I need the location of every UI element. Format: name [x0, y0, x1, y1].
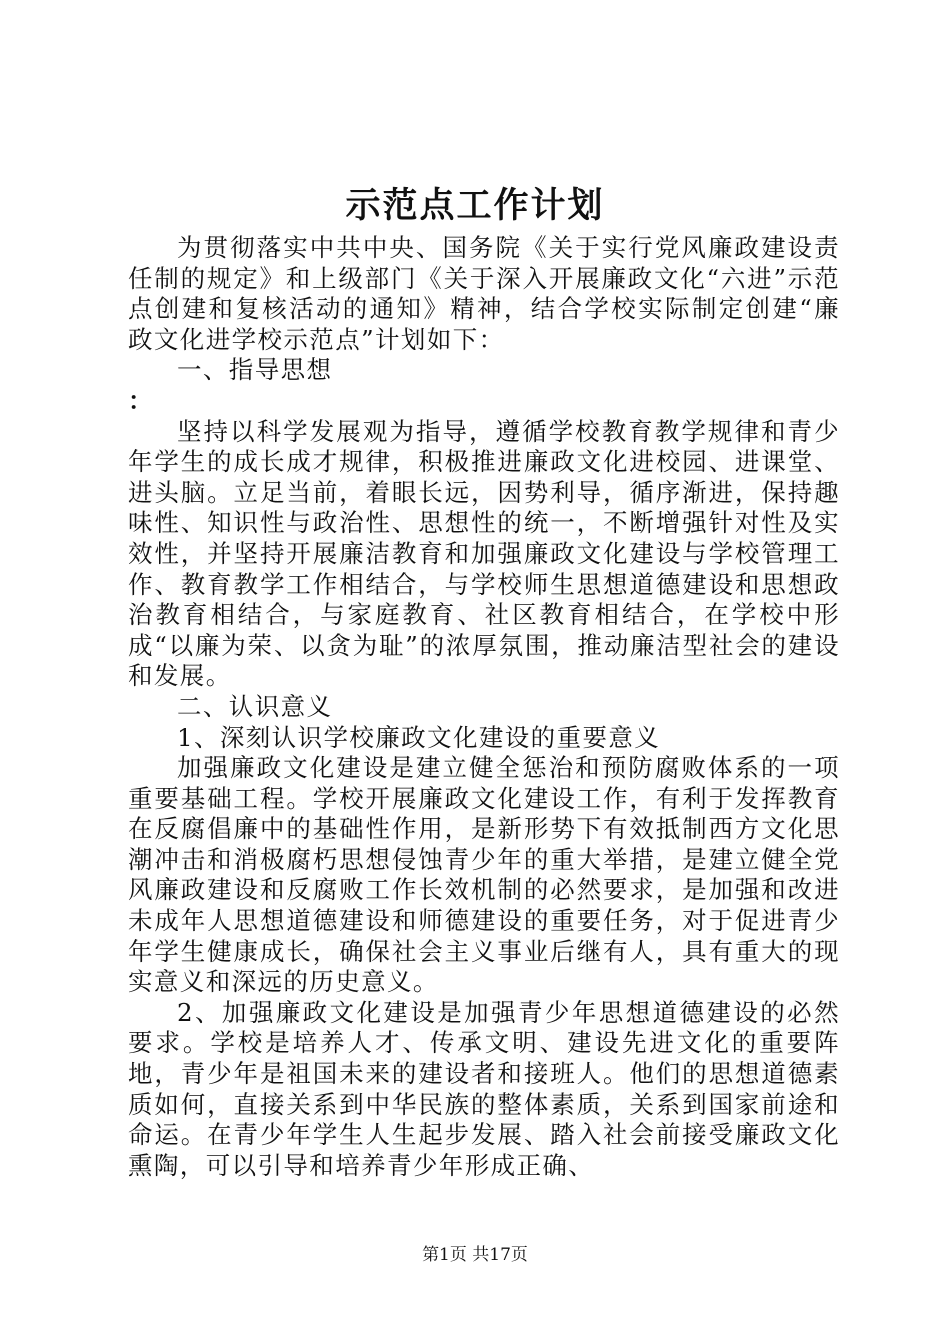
significance-paragraph: 加强廉政文化建设是建立健全惩治和预防腐败体系的一项重要基础工程。学校开展廉政文化建设工作，有利于发挥教育在反腐倡廉中的基础性作用，是新形势下有效抵制西方文化思潮冲击和消极腐朽思想侵蚀青少年的重大举措，是建立健全党风廉政建设和反腐败工作长效机制的必然要求，是加强和改进未成年人思想道德建设和师德建设的重要任务，对于促进青少年学生健康成长，确保社会主义事业后继有人，具有重大的现实意义和深远的历史意义。 [128, 753, 840, 997]
guiding-thought-paragraph: 坚持以科学发展观为指导，遵循学校教育教学规律和青少年学生的成长成才规律，积极推进廉政文化进校园、进课堂、进头脑。立足当前，着眼长远，因势利导，循序渐进，保持趣味性、知识性与政治性、思想性的统一，不断增强针对性及实效性，并坚持开展廉洁教育和加强廉政文化建设与学校管理工作、教育教学工作相结合，与学校师生思想道德建设和思想政治教育相结合，与家庭教育、社区教育相结合，在学校中形成“以廉为荣、以贪为耻”的浓厚氛围，推动廉洁型社会的建设和发展。 [128, 416, 840, 691]
significance-point-2-paragraph: 2、加强廉政文化建设是加强青少年思想道德建设的必然要求。学校是培养人才、传承文明、建设先进文化的重要阵地，青少年是祖国未来的建设者和接班人。他们的思想道德素质如何，直接关系到中华民族的整体素质，关系到国家前途和命运。在青少年学生人生起步发展、踏入社会前接受廉政文化熏陶，可以引导和培养青少年形成正确、 [128, 997, 840, 1180]
page-footer: 第1页 共17页 [422, 1245, 528, 1265]
colon-line: ： [128, 385, 154, 415]
document-body [128, 233, 840, 1181]
document-title: 示范点工作计划 [345, 185, 605, 226]
subheading-significance-1: 1、深刻认识学校廉政文化建设的重要意义 [177, 722, 661, 752]
intro-paragraph: 为贯彻落实中共中央、国务院《关于实行党风廉政建设责任制的规定》和上级部门《关于深入开展廉政文化“六进”示范点创建和复核活动的通知》精神，结合学校实际制定创建“廉政文化进学校示范点”计划如下： [128, 233, 840, 354]
section-heading-significance: 二、认识意义 [177, 691, 333, 721]
section-heading-guiding-thought: 一、指导思想 [177, 355, 333, 385]
